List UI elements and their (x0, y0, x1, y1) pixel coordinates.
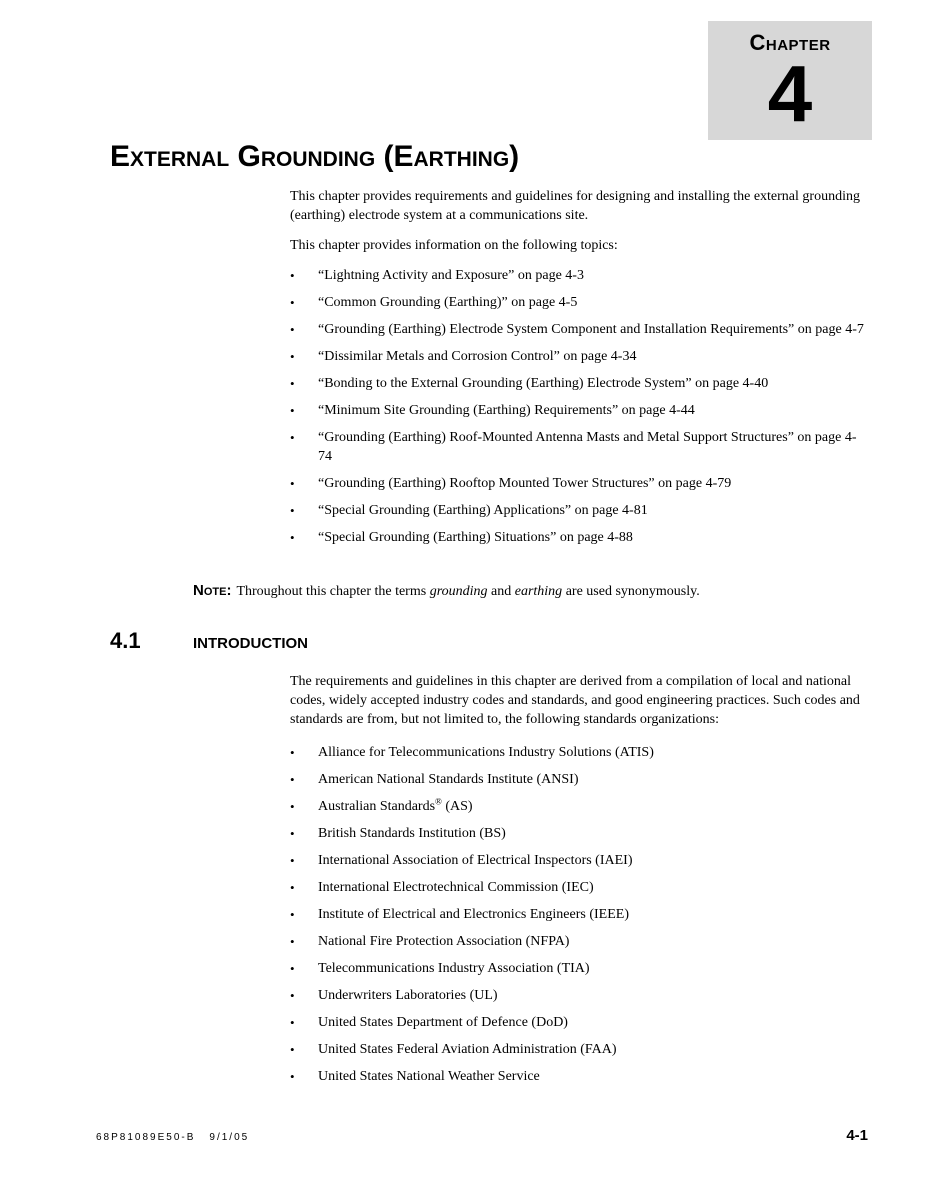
footer-date: 9/1/05 (209, 1132, 250, 1143)
list-item-text: International Association of Electrical Inspectors (IAEI) (318, 853, 633, 868)
note (193, 581, 873, 601)
list-item-text: “Grounding (Earthing) Roof-Mounted Antenna Masts and Metal Support Structures” on page 4-74 (318, 430, 857, 464)
list-item-text: “Common Grounding (Earthing)” on page 4-5 (318, 295, 578, 310)
list-item (290, 824, 866, 843)
list-item-text: “Dissimilar Metals and Corrosion Control” on page 4-34 (318, 349, 637, 364)
bullet-icon: • (290, 530, 295, 545)
list-item (290, 474, 866, 493)
list-item-text: “Bonding to the External Grounding (Earthing) Electrode System” on page 4-40 (318, 376, 769, 391)
list-item-text: “Special Grounding (Earthing) Situations” on page 4-88 (318, 530, 633, 545)
bullet-icon: • (290, 826, 295, 841)
section-body (290, 672, 866, 1094)
list-item-text: Telecommunications Industry Association (TIA) (318, 961, 590, 976)
bullet-icon: • (290, 430, 295, 445)
footer-left (96, 1132, 249, 1143)
bullet-icon: • (290, 745, 295, 760)
bullet-icon: • (290, 934, 295, 949)
section-paragraph: The requirements and guidelines in this chapter are derived from a compilation of local and national codes, widely accepted industry codes and standards, and good engineering practices. Such codes and standards are from, but not limited to, the following standards organizations: (290, 674, 860, 727)
list-item (290, 851, 866, 870)
list-item (290, 743, 866, 762)
topics-list (290, 266, 866, 547)
bullet-icon: • (290, 772, 295, 787)
list-item (290, 959, 866, 978)
page-number: 4-1 (846, 1127, 868, 1144)
list-item-text: Institute of Electrical and Electronics Engineers (IEEE) (318, 907, 629, 922)
list-item-text: Australian Standards® (AS) (318, 796, 473, 814)
list-item (290, 1013, 866, 1032)
topics-lead: This chapter provides information on the following topics: (290, 238, 618, 253)
doc-number: 68P81089E50-B (96, 1132, 196, 1143)
note-label: Note: (193, 582, 232, 599)
bullet-icon: • (290, 799, 295, 814)
list-item-text: Underwriters Laboratories (UL) (318, 988, 498, 1003)
list-item (290, 878, 866, 897)
bullet-icon: • (290, 1069, 295, 1084)
list-item (290, 401, 866, 420)
note-text: Throughout this chapter the terms grounding and earthing are used synonymously. (236, 584, 700, 599)
list-item-text: United States Department of Defence (DoD) (318, 1015, 568, 1030)
list-item (290, 1067, 866, 1086)
bullet-icon: • (290, 376, 295, 391)
bullet-icon: • (290, 503, 295, 518)
page-footer (96, 1127, 868, 1144)
chapter-box (708, 21, 872, 140)
list-item (290, 528, 866, 547)
list-item (290, 986, 866, 1005)
bullet-icon: • (290, 961, 295, 976)
list-item (290, 320, 866, 339)
section-heading (110, 628, 308, 654)
bullet-icon: • (290, 1015, 295, 1030)
bullet-icon: • (290, 1042, 295, 1057)
list-item (290, 293, 866, 312)
list-item (290, 905, 866, 924)
list-item-text: International Electrotechnical Commission (IEC) (318, 880, 594, 895)
list-item-text: United States Federal Aviation Administration (FAA) (318, 1042, 617, 1057)
section-title: introduction (193, 628, 308, 653)
bullet-icon: • (290, 403, 295, 418)
list-item (290, 932, 866, 951)
list-item-text: National Fire Protection Association (NFPA) (318, 934, 570, 949)
list-item-text: “Special Grounding (Earthing) Applications” on page 4-81 (318, 503, 648, 518)
list-item-text: United States National Weather Service (318, 1069, 540, 1084)
list-item (290, 797, 866, 816)
intro-block (290, 187, 866, 555)
chapter-number: 4 (767, 49, 813, 138)
list-item (290, 374, 866, 393)
intro-paragraph: This chapter provides requirements and guidelines for designing and installing the external grounding (earthing) electrode system at a communications site. (290, 189, 860, 223)
list-item-text: “Minimum Site Grounding (Earthing) Requirements” on page 4-44 (318, 403, 695, 418)
bullet-icon: • (290, 322, 295, 337)
bullet-icon: • (290, 295, 295, 310)
chapter-label: Chapter (749, 30, 831, 55)
section-number: 4.1 (110, 628, 141, 653)
list-item-text: “Lightning Activity and Exposure” on page 4-3 (318, 268, 584, 283)
list-item (290, 428, 866, 466)
list-item-text: British Standards Institution (BS) (318, 826, 506, 841)
list-item-text: “Grounding (Earthing) Rooftop Mounted Tower Structures” on page 4-79 (318, 476, 732, 491)
bullet-icon: • (290, 268, 295, 283)
list-item (290, 501, 866, 520)
list-item (290, 347, 866, 366)
organizations-list (290, 743, 866, 1086)
list-item (290, 770, 866, 789)
bullet-icon: • (290, 988, 295, 1003)
list-item-text: Alliance for Telecommunications Industry Solutions (ATIS) (318, 745, 654, 760)
registered-mark: ® (435, 796, 442, 807)
bullet-icon: • (290, 907, 295, 922)
list-item (290, 1040, 866, 1059)
bullet-icon: • (290, 476, 295, 491)
list-item-text: “Grounding (Earthing) Electrode System Component and Installation Requirements” on page 4-7 (318, 322, 864, 337)
bullet-icon: • (290, 853, 295, 868)
bullet-icon: • (290, 880, 295, 895)
list-item-text: American National Standards Institute (ANSI) (318, 772, 579, 787)
list-item (290, 266, 866, 285)
page-title: External Grounding (Earthing) (110, 140, 520, 173)
bullet-icon: • (290, 349, 295, 364)
